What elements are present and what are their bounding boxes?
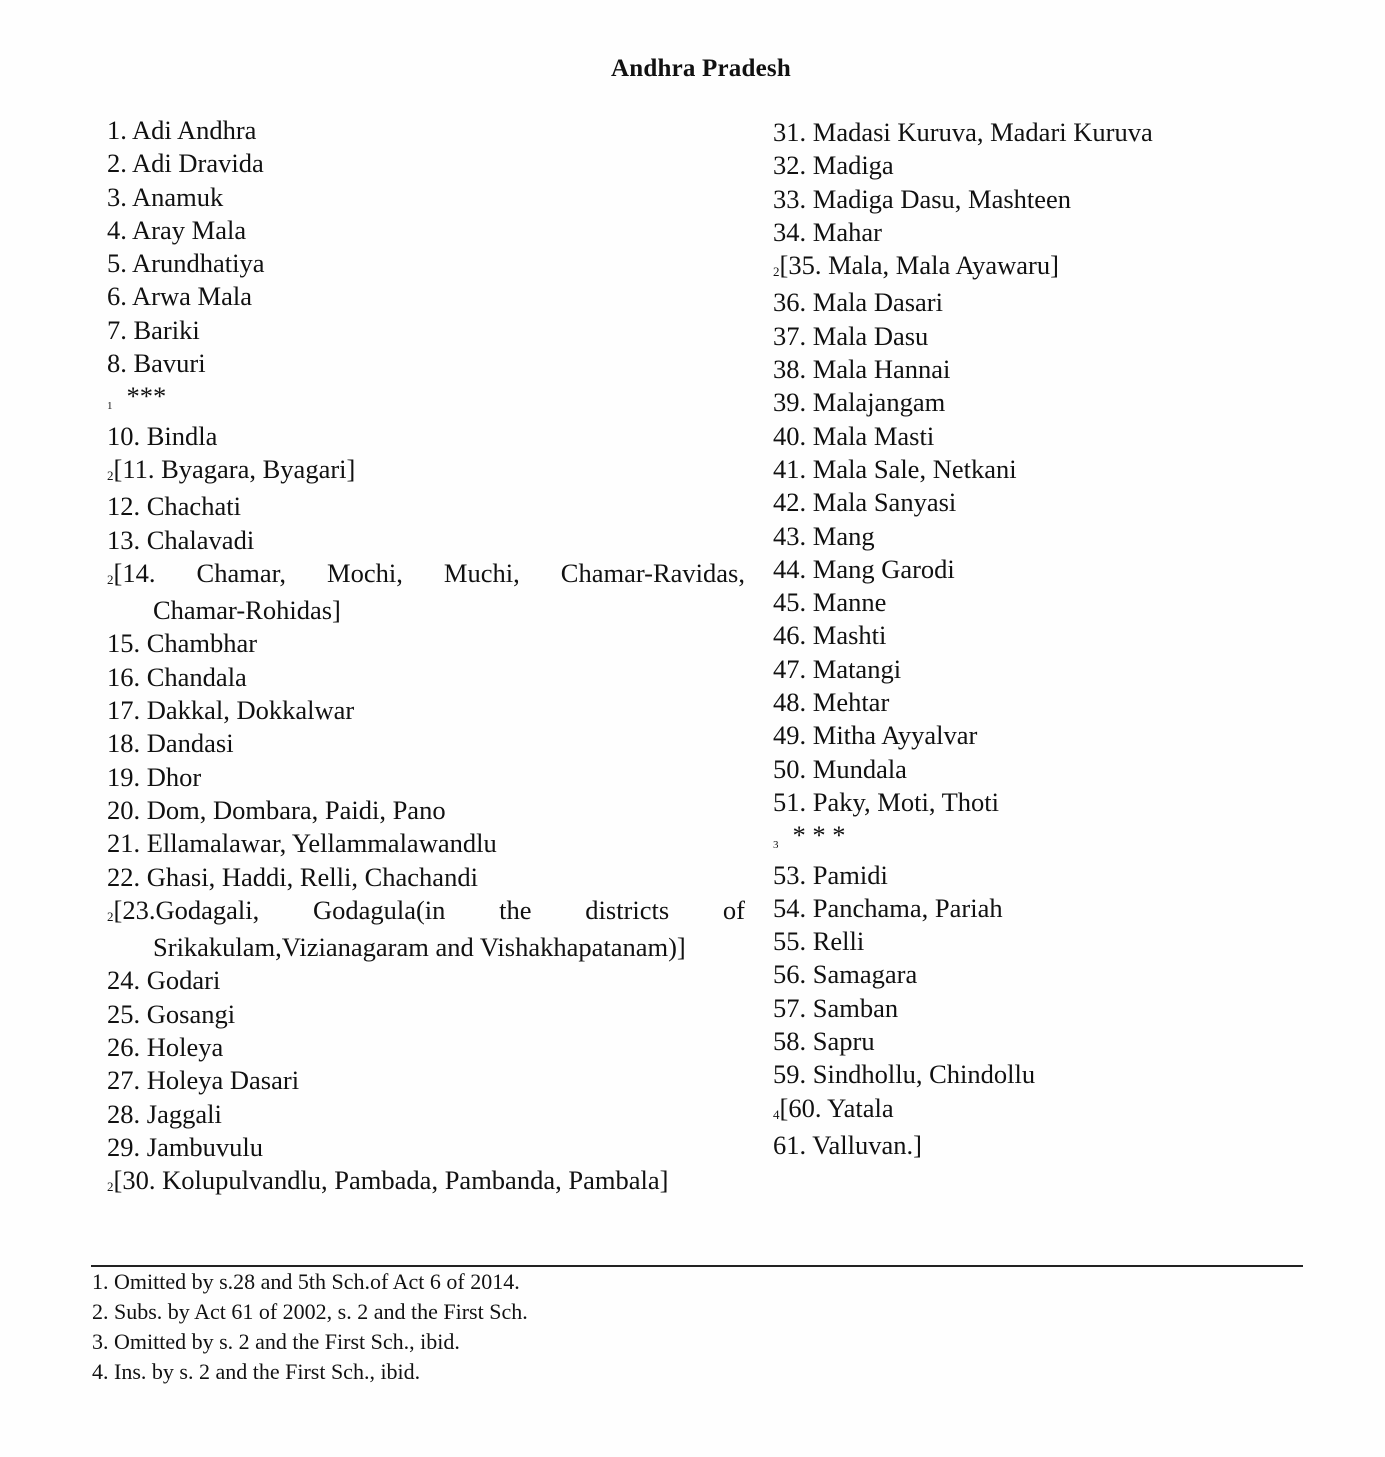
list-item-text: 27. Holeya Dasari bbox=[107, 1065, 300, 1096]
list-item bbox=[107, 1031, 747, 1064]
list-item-text: 12. Chachati bbox=[107, 491, 241, 522]
list-item bbox=[107, 1098, 747, 1131]
list-item bbox=[107, 998, 747, 1031]
list-item-text: 26. Holeya bbox=[107, 1032, 224, 1063]
list-item bbox=[773, 619, 1293, 652]
list-item bbox=[773, 719, 1293, 752]
list-item-part: Mochi, bbox=[327, 557, 403, 588]
list-item-text: 1. Adi Andhra bbox=[107, 115, 257, 145]
list-item bbox=[107, 453, 747, 490]
asterisks: * * * bbox=[792, 820, 846, 851]
page-title: Andhra Pradesh bbox=[611, 55, 791, 82]
list-item bbox=[107, 214, 747, 247]
list-item bbox=[107, 1164, 747, 1201]
list-item bbox=[773, 753, 1293, 786]
list-item-text: 34. Mahar bbox=[773, 216, 882, 247]
list-item bbox=[107, 827, 747, 860]
list-item-part: Godagula(in bbox=[312, 894, 446, 925]
list-item bbox=[773, 1092, 1293, 1129]
list-item bbox=[773, 786, 1293, 819]
justified-line bbox=[107, 557, 745, 594]
list-item bbox=[773, 892, 1293, 925]
list-item-part: the bbox=[499, 894, 532, 925]
list-item-text: 16. Chandala bbox=[107, 661, 247, 692]
footnote-marker: 2 bbox=[107, 1179, 114, 1195]
list-item-text: 59. Sindhollu, Chindollu bbox=[773, 1059, 1036, 1090]
list-item-text: 47. Matangi bbox=[773, 653, 902, 684]
list-item bbox=[107, 894, 747, 965]
footnote-marker: 2 bbox=[107, 467, 114, 483]
list-item-text: 54. Panchama, Pariah bbox=[773, 892, 1003, 923]
list-item-text: [30. Kolupulvandlu, Pambada, Pambanda, Pambala] bbox=[113, 1165, 669, 1196]
list-item bbox=[773, 553, 1293, 586]
list-item-text: 17. Dakkal, Dokkalwar bbox=[107, 695, 355, 726]
list-item bbox=[773, 116, 1293, 149]
list-item bbox=[107, 627, 747, 660]
list-item-text: 3. Anamuk bbox=[107, 181, 224, 212]
list-item-text: 28. Jaggali bbox=[107, 1098, 222, 1129]
list-item-text: 10. Bindla bbox=[107, 420, 218, 451]
list-item-text: 25. Gosangi bbox=[107, 998, 236, 1029]
list-item-text: 56. Samagara bbox=[773, 959, 918, 990]
list-item bbox=[107, 347, 747, 380]
list-item bbox=[107, 1064, 747, 1097]
list-item-text: 49. Mitha Ayyalvar bbox=[773, 720, 978, 751]
list-item bbox=[773, 859, 1293, 892]
list-item-text: 45. Manne bbox=[773, 587, 887, 618]
list-item bbox=[107, 1131, 747, 1164]
list-item-text: 41. Mala Sale, Netkani bbox=[773, 453, 1017, 484]
list-item bbox=[107, 727, 747, 760]
list-item-text: 38. Mala Hannai bbox=[773, 354, 951, 385]
footnote-marker: 3 bbox=[773, 839, 779, 852]
list-item-text: 39. Malajangam bbox=[773, 387, 946, 418]
list-item bbox=[107, 524, 747, 557]
list-item-text: 31. Madasi Kuruva, Madari Kuruva bbox=[773, 117, 1153, 147]
list-item bbox=[773, 653, 1293, 686]
list-item bbox=[773, 586, 1293, 619]
list-item bbox=[773, 686, 1293, 719]
list-item-text: [35. Mala, Mala Ayawaru] bbox=[779, 250, 1059, 281]
footnote-3: 3. Omitted by s. 2 and the First Sch., ibid. bbox=[92, 1329, 460, 1354]
list-item bbox=[107, 964, 747, 997]
list-item-text: 42. Mala Sanyasi bbox=[773, 487, 957, 518]
footnote-4: 4. Ins. by s. 2 and the First Sch., ibid. bbox=[92, 1359, 421, 1384]
list-item bbox=[773, 386, 1293, 419]
footnote-marker: 2 bbox=[773, 264, 780, 280]
list-item bbox=[773, 149, 1293, 182]
list-item bbox=[773, 420, 1293, 453]
list-item bbox=[107, 861, 747, 894]
list-item bbox=[107, 557, 747, 628]
list-item bbox=[773, 1058, 1293, 1091]
list-item-text: 20. Dom, Dombara, Paidi, Pano bbox=[107, 794, 446, 825]
list-item-text: 18. Dandasi bbox=[107, 728, 234, 759]
list-item-text: 33. Madiga Dasu, Mashteen bbox=[773, 183, 1072, 214]
list-item bbox=[107, 420, 747, 453]
list-item bbox=[107, 314, 747, 347]
list-item bbox=[773, 453, 1293, 486]
list-item-part: districts bbox=[585, 894, 670, 925]
list-item-part: of bbox=[722, 894, 745, 925]
list-item bbox=[107, 694, 747, 727]
omitted-entry bbox=[773, 819, 1293, 858]
list-item bbox=[773, 183, 1293, 216]
list-item bbox=[773, 486, 1293, 519]
list-item bbox=[773, 1025, 1293, 1058]
list-item bbox=[773, 1129, 1293, 1162]
list-item-text: 21. Ellamalawar, Yellammalawandlu bbox=[107, 828, 497, 859]
continuation-line: Srikakulam,Vizianagaram and Vishakhapatanam)] bbox=[153, 932, 686, 963]
list-item-part bbox=[107, 557, 155, 594]
list-item-text: 44. Mang Garodi bbox=[773, 553, 955, 584]
list-item-text: 4. Aray Mala bbox=[107, 214, 247, 245]
footnote-1: 1. Omitted by s.28 and 5th Sch.of Act 6 of 2014. bbox=[92, 1269, 520, 1294]
footnote-marker: 1 bbox=[107, 400, 113, 413]
list-item bbox=[773, 958, 1293, 991]
list-item bbox=[773, 286, 1293, 319]
list-item bbox=[107, 661, 747, 694]
list-item-text: 40. Mala Masti bbox=[773, 420, 935, 451]
asterisks: *** bbox=[126, 381, 167, 412]
footnotes bbox=[92, 1267, 528, 1387]
list-item bbox=[773, 249, 1293, 286]
list-item-text: 6. Arwa Mala bbox=[107, 281, 252, 312]
omitted-entry bbox=[107, 380, 747, 419]
list-item-text: 55. Relli bbox=[773, 926, 865, 957]
right-column-list bbox=[773, 116, 1293, 1162]
footnote-2: 2. Subs. by Act 61 of 2002, s. 2 and the First Sch. bbox=[92, 1299, 528, 1324]
justified-line bbox=[107, 894, 745, 931]
list-item-text: 58. Sapru bbox=[773, 1026, 875, 1057]
list-item bbox=[773, 520, 1293, 553]
list-item bbox=[107, 280, 747, 313]
list-item-text: 46. Mashti bbox=[773, 620, 887, 651]
list-item-text: 51. Paky, Moti, Thoti bbox=[773, 786, 1000, 817]
list-item-text: 53. Pamidi bbox=[773, 859, 888, 890]
list-item bbox=[773, 216, 1293, 249]
list-item-part bbox=[107, 894, 259, 931]
list-item-text: 24. Godari bbox=[107, 965, 221, 996]
footnote-marker: 2 bbox=[107, 908, 114, 924]
list-item bbox=[773, 320, 1293, 353]
footnote-marker: 4 bbox=[773, 1106, 780, 1122]
list-item-text: [11. Byagara, Byagari] bbox=[113, 453, 356, 484]
list-item-text: 48. Mehtar bbox=[773, 687, 890, 718]
list-item-text: 19. Dhor bbox=[107, 761, 202, 792]
list-item bbox=[107, 490, 747, 523]
list-item-text: [23.Godagali, bbox=[113, 894, 260, 925]
list-item bbox=[107, 147, 747, 180]
list-item bbox=[107, 794, 747, 827]
list-item-text: 50. Mundala bbox=[773, 753, 907, 784]
list-item bbox=[773, 925, 1293, 958]
list-item-text: 43. Mang bbox=[773, 520, 875, 551]
continuation-line: Chamar-Rohidas] bbox=[153, 595, 341, 626]
list-item-text: 61. Valluvan.] bbox=[773, 1129, 922, 1160]
list-item bbox=[773, 353, 1293, 386]
list-item-text: 37. Mala Dasu bbox=[773, 320, 929, 351]
list-item-text: 57. Samban bbox=[773, 992, 899, 1023]
list-item-part: Chamar-Ravidas, bbox=[560, 557, 745, 588]
list-item-text: 29. Jambuvulu bbox=[107, 1131, 264, 1162]
list-item bbox=[107, 247, 747, 280]
list-item-text: 36. Mala Dasari bbox=[773, 287, 943, 318]
list-item-text: [60. Yatala bbox=[779, 1092, 894, 1123]
list-item-text: 22. Ghasi, Haddi, Relli, Chachandi bbox=[107, 861, 478, 892]
list-item bbox=[107, 181, 747, 214]
list-item bbox=[773, 992, 1293, 1025]
list-item-part: Muchi, bbox=[443, 557, 520, 588]
left-column-list bbox=[107, 114, 747, 1202]
list-item bbox=[107, 761, 747, 794]
list-item-text: 13. Chalavadi bbox=[107, 524, 255, 555]
footnote-marker: 2 bbox=[107, 571, 114, 587]
list-item-text: [14. bbox=[113, 557, 156, 588]
list-item-text: 2. Adi Dravida bbox=[107, 148, 264, 179]
list-item-text: 8. Bavuri bbox=[107, 348, 206, 379]
list-item-text: 5. Arundhatiya bbox=[107, 248, 265, 279]
list-item-text: 15. Chambhar bbox=[107, 628, 258, 659]
list-item-text: 7. Bariki bbox=[107, 314, 200, 345]
list-item-text: 32. Madiga bbox=[773, 150, 894, 181]
list-item bbox=[107, 114, 747, 147]
list-item-part: Chamar, bbox=[196, 557, 286, 588]
